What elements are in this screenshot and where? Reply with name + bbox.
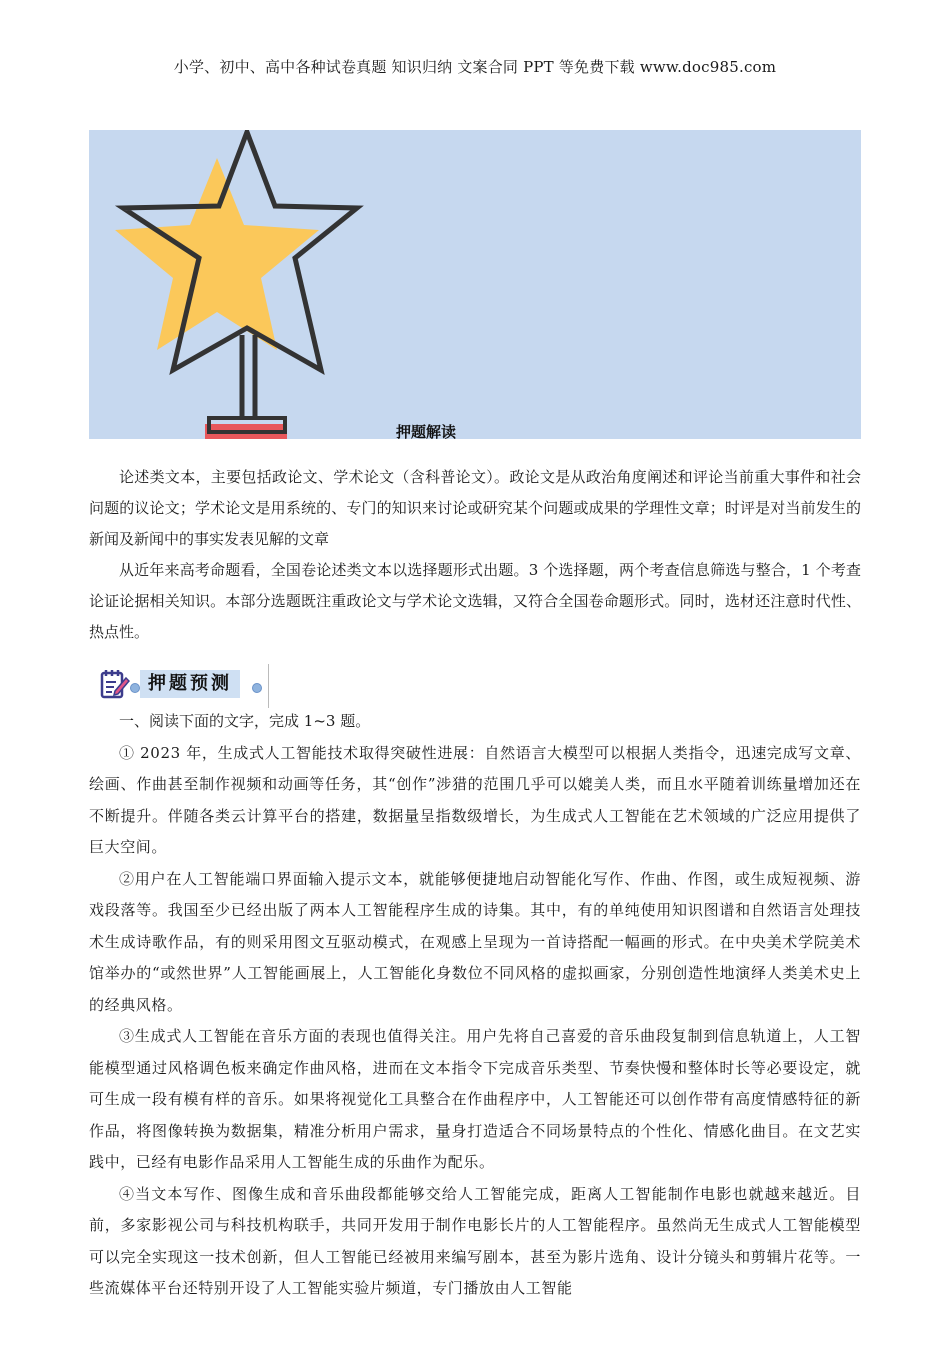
- section-title: 押题预测: [140, 670, 240, 698]
- notepad-pencil-icon: [100, 668, 130, 700]
- intro-section: [89, 462, 861, 648]
- heading-divider: [268, 664, 269, 708]
- reading-paragraph: ③生成式人工智能在音乐方面的表现也值得关注。用户先将自己喜爱的音乐曲段复制到信息轨道上，人工智能模型通过风格调色板来确定作曲风格，进而在文本指令下完成音乐类型、节奏快慢和整体时长等必要设定，就可生成一段有模有样的音乐。如果将视觉化工具整合在作曲程序中，人工智能还可以创作带有高度情感特征的新作品，将图像转换为数据集，精准分析用户需求，量身打造适合不同场景特点的个性化、情感化曲目。在文艺实践中，已经有电影作品采用人工智能生成的乐曲作为配乐。: [89, 1027, 861, 1171]
- reading-paragraph: ④当文本写作、图像生成和音乐曲段都能够交给人工智能完成，距离人工智能制作电影也就越来越近。目前，多家影视公司与科技机构联手，共同开发用于制作电影长片的人工智能程序。虽然尚无生成式人工智能模型可以完全实现这一技术创新，但人工智能已经被用来编写剧本，甚至为影片选角、设计分镜头和剪辑片花等。一些流媒体平台还特别开设了人工智能实验片频道，专门播放由人工智能: [89, 1184, 861, 1297]
- reading-passage: [89, 706, 861, 1305]
- reading-instruction: 一、阅读下面的文字，完成 1~3 题。: [119, 712, 371, 730]
- heading-dot-right: [252, 683, 262, 693]
- banner-title: 押题解读: [396, 423, 457, 439]
- heading-dot-left: [130, 683, 140, 693]
- page-header: 小学、初中、高中各种试卷真题 知识归纳 文案合同 PPT 等免费下载 www.doc985.com: [173, 58, 777, 76]
- intro-paragraph: 从近年来高考命题看，全国卷论述类文本以选择题形式出题。3 个选择题，两个考查信息筛选与整合，1 个考查论证论据相关知识。本部分选题既注重政论文与学术论文选辑，又符合全国卷命题形式。同时，选材还注意时代性、热点性。: [89, 561, 861, 641]
- banner: [89, 130, 861, 439]
- reading-paragraph: ②用户在人工智能端口界面输入提示文本，就能够便捷地启动智能化写作、作曲、作图，或生成短视频、游戏段落等。我国至少已经出版了两本人工智能程序生成的诗集。其中，有的单纯使用知识图谱和自然语言处理技术生成诗歌作品，有的则采用图文互驱动模式，在观感上呈现为一首诗搭配一幅画的形式。在中央美术学院美术馆举办的“或然世界”人工智能画展上，人工智能化身数位不同风格的虚拟画家，分别创造性地演绎人类美术史上的经典风格。: [89, 869, 861, 1014]
- reading-paragraph: ① 2023 年，生成式人工智能技术取得突破性进展：自然语言大模型可以根据人类指令，迅速完成写文章、绘画、作曲甚至制作视频和动画等任务，其“创作”涉猎的范围几乎可以媲美人类，而且水平随着训练量增加还在不断提升。伴随各类云计算平台的搭建，数据量呈指数级增长，为生成式人工智能在艺术领域的广泛应用提供了巨大空间。: [89, 743, 861, 856]
- intro-paragraph: 论述类文本，主要包括政论文、学术论文（含科普论文）。政论文是从政治角度阐述和评论当前重大事件和社会问题的议论文；学术论文是用系统的、专门的知识来讨论或研究某个问题或成果的学理性文章；时评是对当前发生的新闻及新闻中的事实发表见解的文章: [89, 468, 861, 548]
- star-lamp-illustration: [89, 130, 861, 439]
- star-fill-shape: [115, 158, 319, 350]
- section-heading: [100, 664, 270, 708]
